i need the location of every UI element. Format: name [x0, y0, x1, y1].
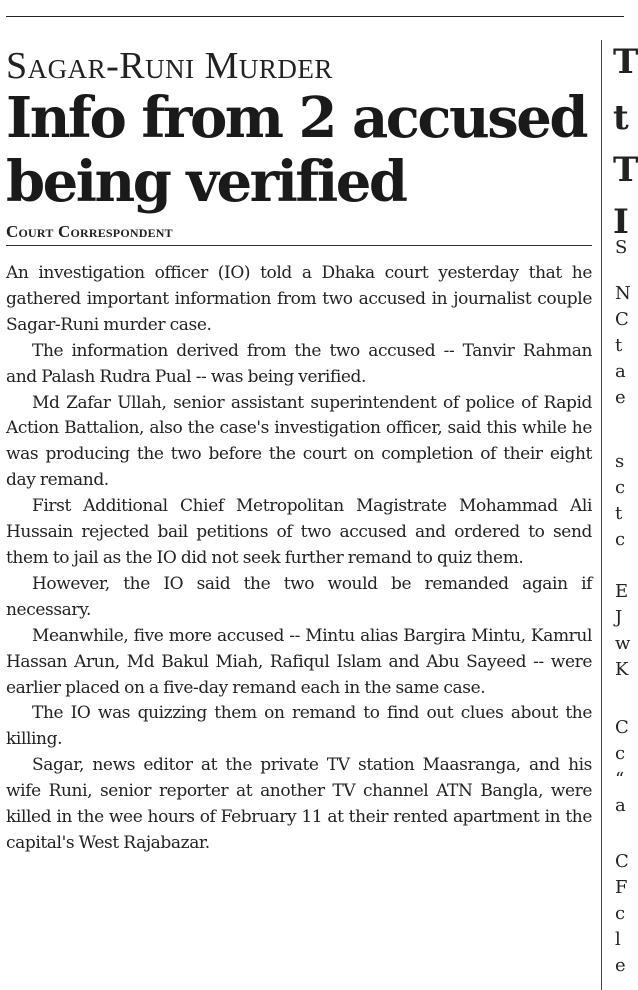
adjacent-heading-fragment: I — [613, 202, 629, 242]
adjacent-heading-fragment: T — [613, 42, 638, 82]
column-divider — [601, 40, 602, 990]
adjacent-body-fragment: t — [615, 335, 623, 356]
adjacent-body-fragment: C — [615, 717, 629, 738]
adjacent-heading-fragment: T — [613, 150, 638, 190]
adjacent-body-fragment: w — [615, 633, 631, 654]
top-rule — [6, 16, 624, 17]
article-paragraph: First Additional Chief Metropolitan Magistrate Mohammad Ali Hussain rejected bail petitions of two accused and ordered to send them to jail as the IO did not seek further remand to quiz them. — [6, 496, 592, 568]
article-paragraph: The information derived from the two accused -- Tanvir Rahman and Palash Rudra Pual -- was being verified. — [6, 340, 592, 387]
adjacent-body-fragment: s — [615, 451, 625, 472]
adjacent-body-fragment: c — [615, 529, 626, 550]
adjacent-body-fragment: a — [615, 361, 626, 382]
article-paragraph: Md Zafar Ullah, senior assistant superintendent of police of Rapid Action Battalion, also the case's investigation officer, said this while he was producing the two before the court on completion of their eight day remand. — [6, 392, 592, 491]
adjacent-body-fragment: C — [615, 309, 629, 330]
article-paragraph: Meanwhile, five more accused -- Mintu alias Bargira Mintu, Kamrul Hassan Arun, Md Bakul Miah, Rafiqul Islam and Abu Sayeed -- were earlier placed on a five-day remand each in the same case. — [6, 625, 592, 698]
adjacent-body-fragment: “ — [615, 769, 625, 790]
article-body — [6, 261, 592, 857]
adjacent-body-fragment: C — [615, 851, 629, 872]
adjacent-body-fragment: e — [615, 387, 626, 408]
article-headline: Info from 2 accused being verified — [6, 85, 587, 215]
adjacent-body-fragment: N — [615, 283, 631, 304]
adjacent-heading-fragment: t — [613, 98, 629, 138]
article-paragraph: Sagar, news editor at the private TV station Maasranga, and his wife Runi, senior reporter at another TV channel ATN Bangla, were killed in the wee hours of February 11 at their rented apartment in the capital's West Rajabazar. — [6, 755, 592, 853]
article-paragraph: An investigation officer (IO) told a Dhaka court yesterday that he gathered important information from two accused in journalist couple Sagar-Runi murder case. — [6, 263, 592, 335]
adjacent-body-fragment: E — [615, 581, 629, 602]
adjacent-body-fragment: a — [615, 795, 626, 816]
adjacent-body-fragment: c — [615, 903, 626, 924]
article-paragraph: The IO was quizzing them on remand to find out clues about the killing. — [6, 703, 592, 750]
article-kicker: Sagar-Runi Murder — [6, 45, 333, 87]
adjacent-body-fragment: t — [615, 503, 623, 524]
adjacent-body-fragment: J — [615, 607, 623, 628]
adjacent-body-fragment: K — [615, 659, 629, 680]
article-paragraph: However, the IO said the two would be remanded again if necessary. — [6, 573, 592, 620]
news-article — [6, 40, 592, 857]
adjacent-body-fragment: S — [615, 237, 628, 258]
adjacent-body-fragment: c — [615, 743, 626, 764]
adjacent-article-column — [612, 40, 638, 990]
adjacent-body-fragment: c — [615, 477, 626, 498]
adjacent-body-fragment: F — [615, 877, 628, 898]
article-byline: Court Correspondent — [6, 222, 592, 246]
adjacent-body-fragment: e — [615, 955, 626, 976]
adjacent-body-fragment: l — [615, 929, 621, 950]
